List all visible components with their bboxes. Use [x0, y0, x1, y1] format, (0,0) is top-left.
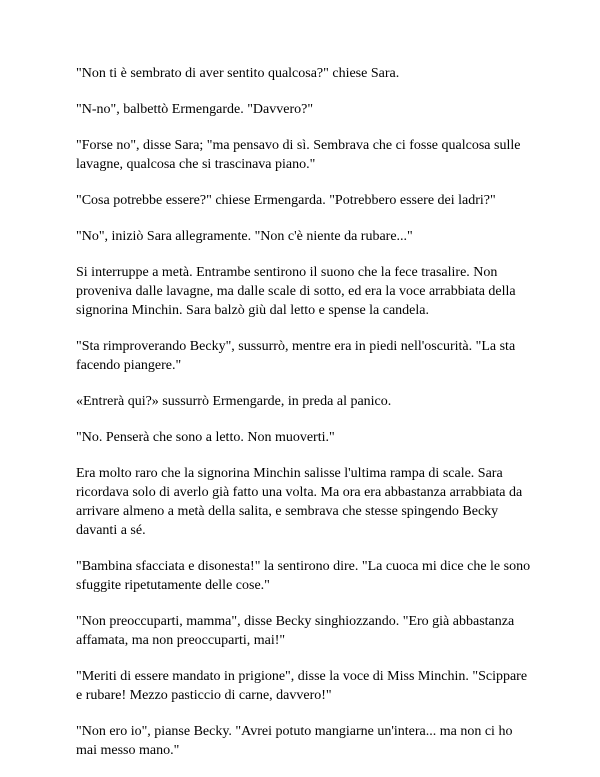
document-body: [76, 64, 536, 777]
paragraph: "No", iniziò Sara allegramente. "Non c'è niente da rubare...": [76, 229, 413, 244]
paragraph: Era molto raro che la signorina Minchin salisse l'ultima rampa di scale. Sara ricordava solo di averlo già fatto una volta. Ma ora era abbastanza arrabbiata da arrivare almeno a metà della salita, e sembrava che stesse spingendo Becky davanti a sé.: [76, 466, 523, 538]
paragraph: "Meriti di essere mandato in prigione", disse la voce di Miss Minchin. "Scippare e rubare! Mezzo pasticcio di carne, davvero!": [76, 669, 528, 703]
paragraph: "Non preoccuparti, mamma", disse Becky singhiozzando. "Ero già abbastanza affamata, ma non preoccuparti, mai!": [76, 614, 515, 648]
paragraph: "Cosa potrebbe essere?" chiese Ermengarda. "Potrebbero essere dei ladri?": [76, 193, 496, 208]
paragraph: "Sta rimproverando Becky", sussurrò, mentre era in piedi nell'oscurità. "La sta facendo piangere.": [76, 339, 516, 373]
paragraph: «Entrerà qui?» sussurrò Ermengarde, in preda al panico.: [76, 394, 392, 409]
paragraph: "Bambina sfacciata e disonesta!" la sentirono dire. "La cuoca mi dice che le sono sfuggite ripetutamente delle cose.": [76, 559, 531, 593]
paragraph: "N-no", balbettò Ermengarde. "Davvero?": [76, 102, 314, 117]
paragraph: Si interruppe a metà. Entrambe sentirono il suono che la fece trasalire. Non proveniva dalle lavagne, ma dalle scale di sotto, ed era la voce arrabbiata della signorina Minchin. Sara balzò giù dal letto e spense la candela.: [76, 265, 516, 318]
paragraph: "No. Penserà che sono a letto. Non muoverti.": [76, 430, 335, 445]
paragraph: "Non ero io", pianse Becky. "Avrei potuto mangiarne un'intera... ma non ci ho mai messo mano.": [76, 724, 513, 758]
paragraph: "Non ti è sembrato di aver sentito qualcosa?" chiese Sara.: [76, 66, 400, 81]
paragraph: "Forse no", disse Sara; "ma pensavo di sì. Sembrava che ci fosse qualcosa sulle lavagne, qualcosa che si trascinava piano.": [76, 138, 521, 172]
